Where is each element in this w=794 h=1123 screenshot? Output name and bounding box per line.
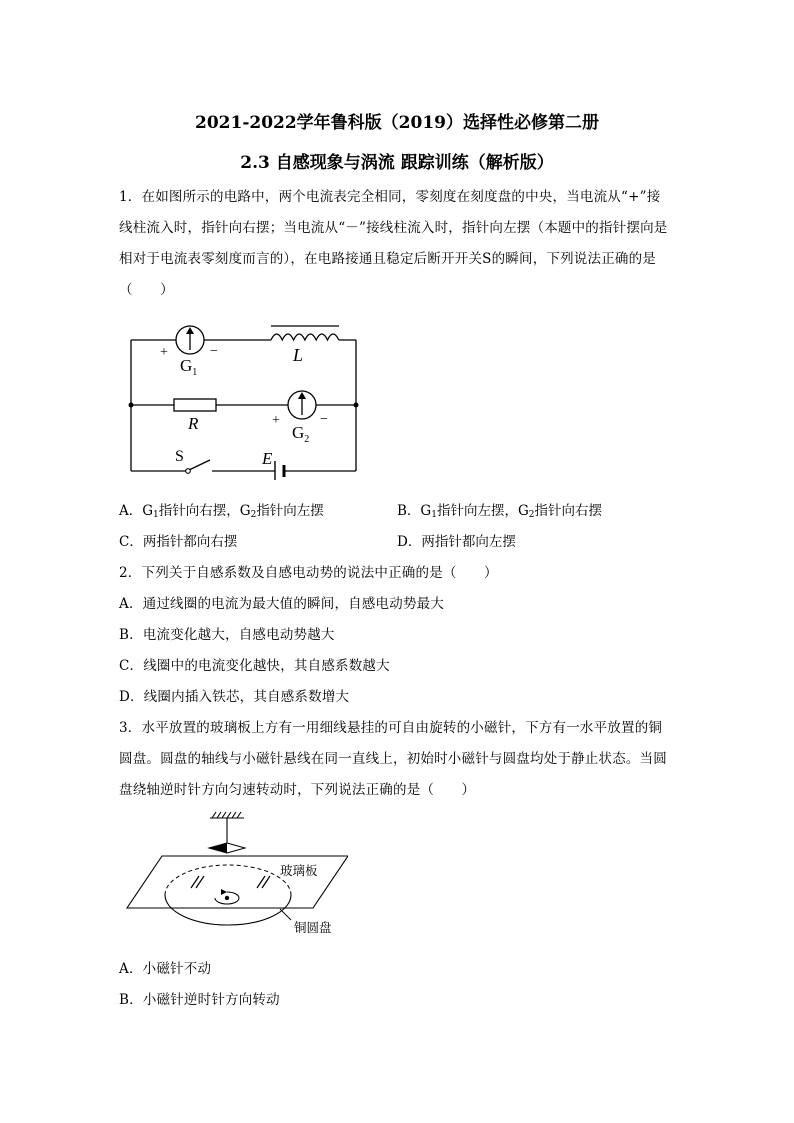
magnetic-needle-icon (209, 843, 245, 853)
switch-contact-icon (186, 469, 191, 474)
q3-stem-line-3: 盘绕轴逆时针方向匀速转动时，下列说法正确的是（ ） (119, 782, 476, 798)
q2-option-d: D．线圈内插入铁芯，其自感系数增大 (119, 689, 350, 705)
copper-disk (165, 865, 291, 925)
q1-stem-line-2: 线柱流入时，指针向右摆；当电流从“－”接线柱流入时，指针向左摆（本题中的指针摆向是 (119, 220, 668, 236)
g2-minus-label: − (320, 412, 328, 427)
field-mark-icons (191, 876, 270, 888)
q1-option-d: D．两指针都向左摆 (397, 534, 516, 550)
q2-option-a: A．通过线圈的电流为最大值的瞬间，自感电动势最大 (119, 596, 445, 612)
g2-plus-label: + (272, 413, 280, 428)
page-title: 2021-2022学年鲁科版（2019）选择性必修第二册 (195, 113, 599, 133)
rotation-arrow-icon (215, 889, 239, 904)
g1-plus-label: + (160, 345, 168, 360)
q2-stem: 2．下列关于自感系数及自感电动势的说法中正确的是（ ） (119, 565, 498, 581)
resistor-icon (174, 399, 216, 411)
q3-stem-line-1: 3．水平放置的玻璃板上方有一用细线悬挂的可自由旋转的小磁针，下方有一水平放置的铜 (119, 720, 663, 736)
junction-dot-right (354, 403, 359, 408)
junction-dot-left (129, 403, 134, 408)
battery-icon (275, 461, 284, 480)
glass-plate-label: 玻璃板 (280, 864, 318, 878)
q2-option-b: B．电流变化越大，自感电动势越大 (119, 627, 335, 643)
galvanometer-g2-icon (288, 391, 316, 419)
q1-stem-line-4: （ ） (119, 282, 174, 298)
g1-label: $G_1$ (180, 356, 198, 378)
g2-label: $G_2$ (292, 423, 310, 445)
switch-label: S (175, 448, 184, 465)
inductor-coil-icon (271, 326, 339, 340)
q1-option-c: C．两指针都向右摆 (119, 534, 238, 550)
q2-option-c: C．线圈中的电流变化越快，其自感系数越大 (119, 658, 390, 674)
copper-disk-label: 铜圆盘 (294, 921, 332, 935)
q3-option-a: A．小磁针不动 (119, 961, 212, 977)
page-subtitle: 2.3 自感现象与涡流 跟踪训练（解析版） (240, 153, 554, 173)
circuit-diagram (118, 318, 368, 480)
resistor-label: R (188, 414, 199, 433)
q1-option-b: B．$G_1$指针向左摆，$G_2$指针向右摆 (397, 503, 602, 520)
inductor-label: L (293, 345, 304, 365)
battery-label: E (262, 449, 273, 468)
q3-option-b: B．小磁针逆时针方向转动 (119, 992, 280, 1008)
q3-stem-line-2: 圆盘。圆盘的轴线与小磁针悬线在同一直线上，初始时小磁针与圆盘均处于静止状态。当圆 (119, 751, 667, 767)
magnet-disk-diagram (118, 808, 348, 940)
disk-leader-line (280, 909, 291, 920)
q1-stem-line-3: 相对于电流表零刻度而言的），在电路接通且稳定后断开开关S的瞬间，下列说法正确的是 (119, 251, 656, 267)
q1-stem-line-1: 1．在如图所示的电路中，两个电流表完全相同，零刻度在刻度盘的中央，当电流从“+”接 (119, 189, 661, 205)
galvanometer-g1-icon (176, 326, 204, 354)
ceiling-support-icon (210, 812, 244, 818)
q1-option-a: A．$G_1$指针向右摆，$G_2$指针向左摆 (119, 503, 324, 520)
g1-minus-label: − (210, 344, 218, 359)
